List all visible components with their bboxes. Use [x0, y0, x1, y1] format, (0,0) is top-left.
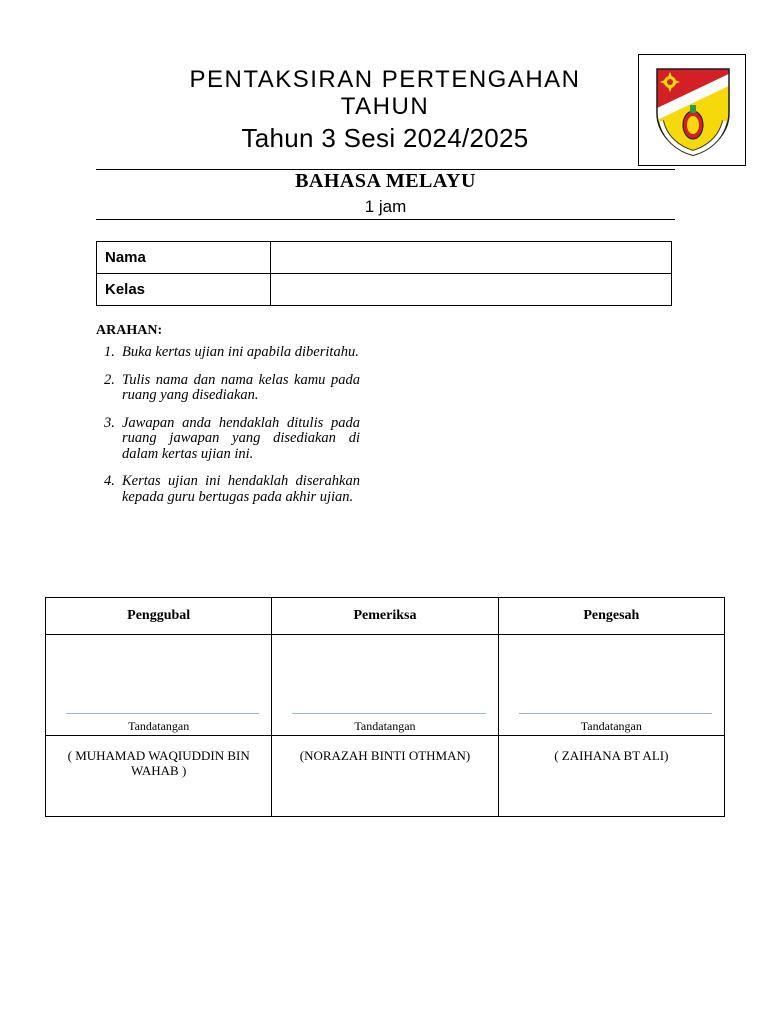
- signature-cell-pemeriksa[interactable]: [272, 635, 498, 736]
- student-info-table: [96, 241, 672, 306]
- instructions-heading: ARAHAN:: [96, 323, 163, 338]
- signature-line: [292, 713, 485, 714]
- signature-line: [519, 713, 712, 714]
- subject-title: BAHASA MELAYU: [295, 170, 476, 192]
- name-field[interactable]: [271, 242, 672, 274]
- instructions-list: [96, 345, 360, 505]
- signature-label: Tandatangan: [128, 719, 190, 733]
- instruction-item: [96, 474, 360, 505]
- instruction-text: Buka kertas ujian ini apabila diberitahu.: [122, 344, 359, 360]
- title-line-1: PENTAKSIRAN PERTENGAHAN: [189, 66, 581, 93]
- signature-line: [66, 713, 259, 714]
- name-row: [97, 242, 672, 274]
- instruction-number: 1.: [104, 344, 115, 360]
- signer-name-pengesah: ( ZAIHANA BT ALI): [498, 736, 724, 817]
- instruction-text: Jawapan anda hendaklah ditulis pada ruang jawapan yang disediakan di dalam kertas ujian ini.: [122, 414, 360, 462]
- signature-table: [45, 597, 725, 817]
- signature-cell-pengesah[interactable]: [498, 635, 724, 736]
- role-penggubal: Penggubal: [46, 598, 272, 635]
- class-row: [97, 274, 672, 306]
- instruction-text: Tulis nama dan nama kelas kamu pada ruang yang disediakan.: [122, 371, 360, 403]
- signer-names-row: [46, 736, 725, 817]
- school-logo: [638, 54, 746, 166]
- signer-name-penggubal: ( MUHAMAD WAQIUDDIN BIN WAHAB ): [46, 736, 272, 817]
- instruction-number: 3.: [104, 414, 115, 431]
- instruction-item: [96, 416, 360, 463]
- school-crest-icon: [651, 63, 735, 159]
- instructions: [96, 323, 360, 517]
- role-pengesah: Pengesah: [498, 598, 724, 635]
- signature-cell-penggubal[interactable]: [46, 635, 272, 736]
- role-pemeriksa: Pemeriksa: [272, 598, 498, 635]
- header-rule-bottom: [96, 219, 675, 220]
- instruction-number: 2.: [104, 371, 115, 388]
- title-year-session: Tahun 3 Sesi 2024/2025: [241, 123, 529, 153]
- instruction-item: [96, 373, 360, 404]
- title-line-2: TAHUN: [340, 93, 430, 120]
- signature-label: Tandatangan: [354, 719, 416, 733]
- instruction-text: Kertas ujian ini hendaklah diserahkan kepada guru bertugas pada akhir ujian.: [122, 473, 360, 505]
- signer-name-pemeriksa: (NORAZAH BINTI OTHMAN): [272, 736, 498, 817]
- signature-row: [46, 635, 725, 736]
- instruction-number: 4.: [104, 473, 115, 489]
- signature-header-row: [46, 598, 725, 635]
- instruction-item: [96, 345, 360, 361]
- name-label: Nama: [97, 242, 271, 274]
- exam-duration: 1 jam: [364, 197, 407, 216]
- exam-title: [96, 66, 674, 154]
- class-label: Kelas: [97, 274, 271, 306]
- signature-label: Tandatangan: [580, 719, 642, 733]
- class-field[interactable]: [271, 274, 672, 306]
